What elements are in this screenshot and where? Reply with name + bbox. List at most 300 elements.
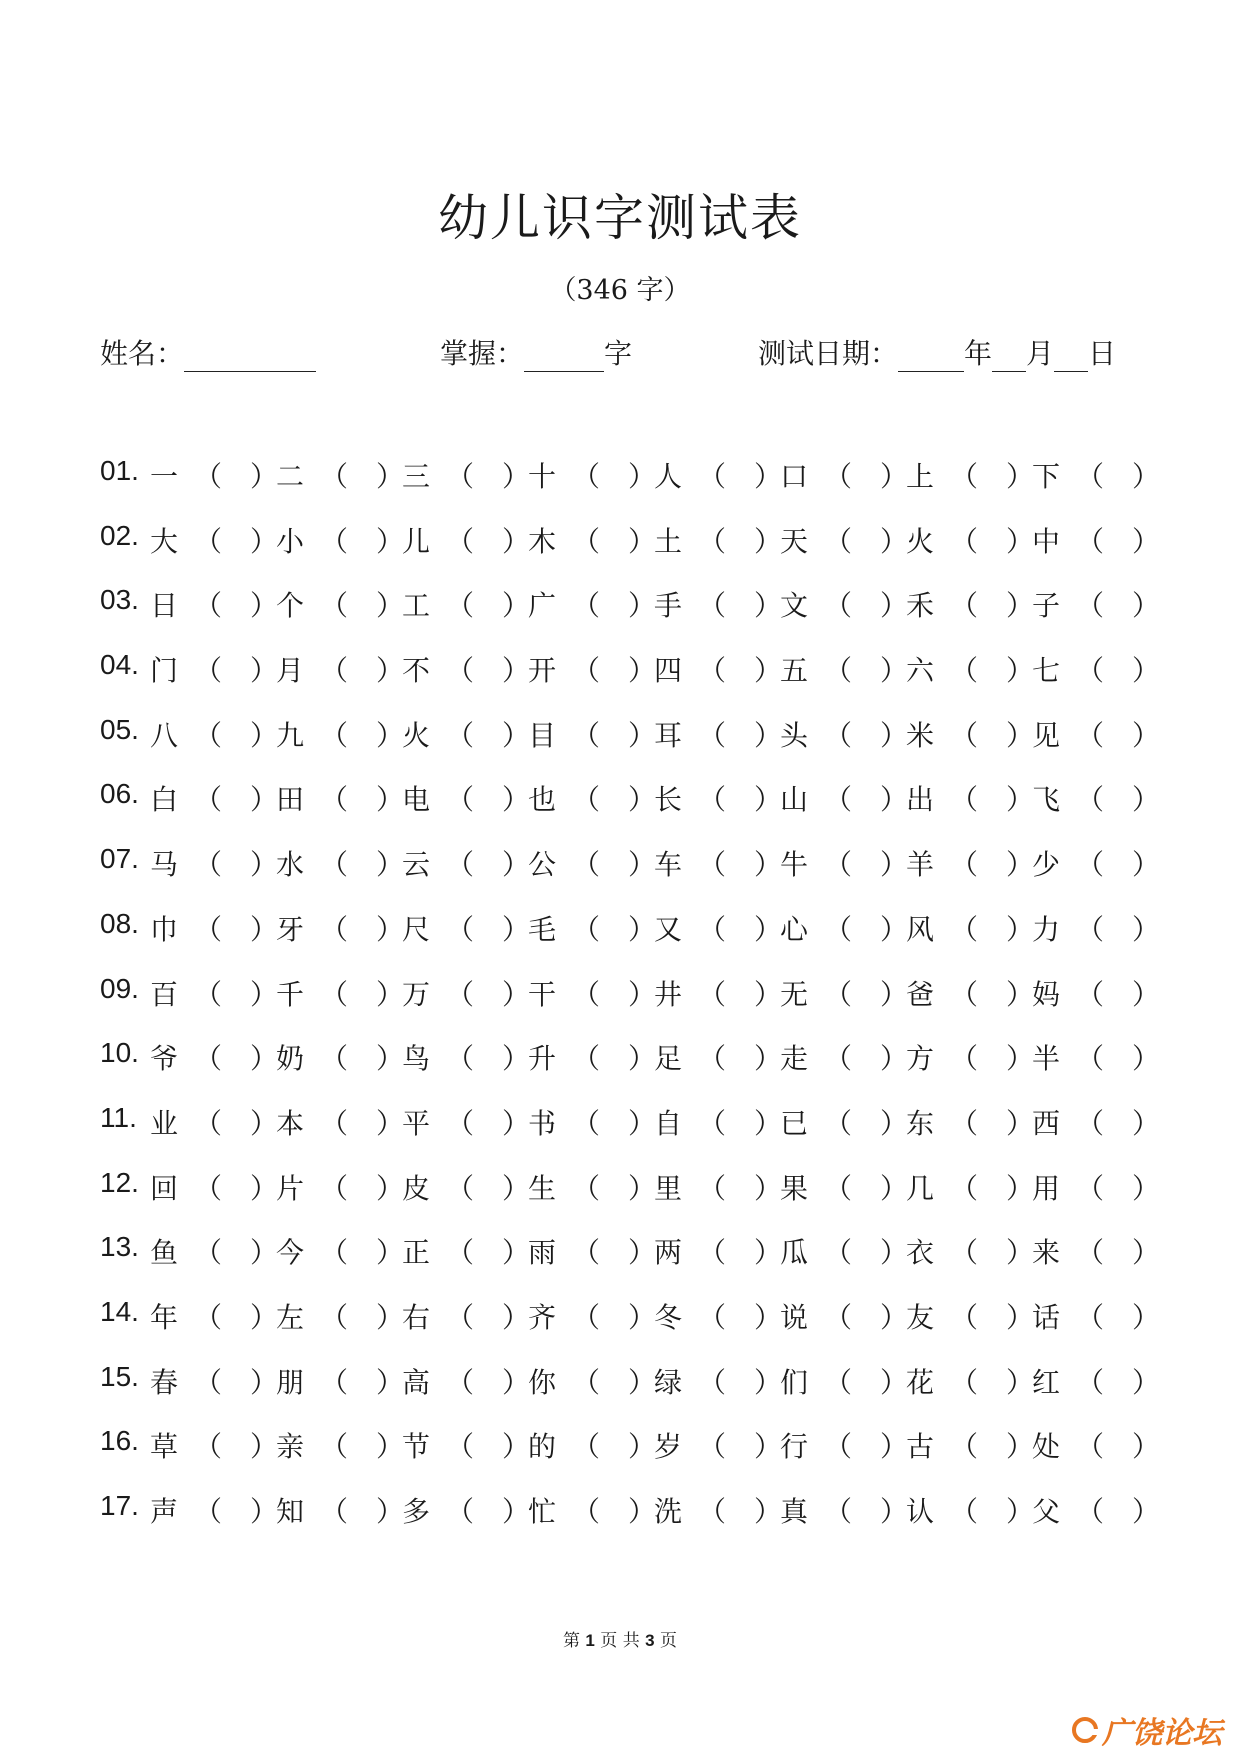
answer-paren-open: （ [824, 1430, 853, 1464]
answer-paren-open: （ [950, 460, 979, 493]
answer-paren-open: （ [824, 1495, 853, 1528]
character: 里 [654, 1171, 683, 1205]
character: 巾 [150, 912, 179, 946]
answer-paren-open: （ [446, 848, 475, 882]
answer-paren-open: （ [446, 1236, 475, 1270]
answer-paren-open: （ [1076, 460, 1105, 493]
answer-paren-close: ） [1006, 1365, 1035, 1399]
character: 右 [402, 1300, 431, 1334]
answer-paren-open: （ [446, 1300, 475, 1334]
character: 儿 [402, 524, 431, 558]
answer-paren-open: （ [1076, 1495, 1105, 1528]
answer-paren-open: （ [950, 1300, 979, 1334]
answer-paren-open: （ [950, 589, 979, 623]
answer-paren-close: ） [502, 1495, 531, 1528]
row-number: 03. [100, 584, 139, 616]
answer-paren-open: （ [320, 1430, 349, 1464]
character: 山 [780, 783, 809, 817]
answer-paren-open: （ [1076, 1171, 1105, 1205]
answer-paren-open: （ [950, 718, 979, 752]
answer-paren-close: ） [502, 589, 531, 623]
character: 红 [1032, 1365, 1061, 1399]
answer-paren-close: ） [754, 718, 783, 752]
answer-paren-close: ） [250, 1236, 279, 1270]
row-number: 11. [100, 1101, 137, 1133]
answer-paren-open: （ [320, 654, 349, 688]
answer-paren-close: ） [1006, 1042, 1035, 1076]
answer-paren-open: （ [824, 718, 853, 752]
answer-paren-open: （ [446, 1106, 475, 1140]
character: 子 [1032, 589, 1061, 623]
answer-paren-close: ） [1006, 977, 1035, 1011]
character: 云 [402, 848, 431, 882]
table-row [100, 1425, 1160, 1490]
answer-paren-open: （ [446, 1430, 475, 1464]
character: 田 [276, 783, 305, 817]
answer-paren-close: ） [880, 783, 909, 817]
character: 干 [528, 977, 557, 1011]
answer-paren-close: ） [880, 977, 909, 1011]
answer-paren-open: （ [446, 654, 475, 688]
character: 爷 [150, 1042, 179, 1076]
answer-paren-open: （ [1076, 654, 1105, 688]
character: 足 [654, 1042, 683, 1076]
answer-paren-open: （ [446, 460, 475, 493]
answer-paren-close: ） [754, 912, 783, 946]
character: 处 [1032, 1430, 1061, 1464]
answer-paren-open: （ [698, 1430, 727, 1464]
answer-paren-open: （ [698, 1236, 727, 1270]
answer-paren-open: （ [572, 718, 601, 752]
answer-paren-open: （ [824, 1171, 853, 1205]
character: 业 [150, 1106, 179, 1140]
answer-paren-open: （ [446, 912, 475, 946]
character: 日 [150, 589, 179, 623]
answer-paren-open: （ [572, 524, 601, 558]
test-date-field [758, 332, 1116, 372]
answer-paren-close: ） [880, 1236, 909, 1270]
answer-paren-open: （ [194, 977, 223, 1011]
answer-paren-open: （ [194, 1300, 223, 1334]
answer-paren-open: （ [194, 1042, 223, 1076]
answer-paren-close: ） [1132, 1042, 1161, 1076]
answer-paren-close: ） [376, 1171, 405, 1205]
answer-paren-close: ） [880, 1430, 909, 1464]
character: 七 [1032, 654, 1061, 688]
table-row [100, 455, 1160, 520]
answer-paren-close: ） [754, 524, 783, 558]
character: 爸 [906, 977, 935, 1011]
name-label: 姓名： [100, 337, 185, 370]
answer-paren-close: ） [1006, 460, 1035, 493]
answer-paren-close: ） [628, 460, 657, 493]
answer-paren-open: （ [1076, 1042, 1105, 1076]
answer-paren-close: ） [880, 654, 909, 688]
row-number: 06. [100, 778, 139, 810]
answer-paren-close: ） [376, 1236, 405, 1270]
answer-paren-open: （ [320, 1236, 349, 1270]
answer-paren-close: ） [754, 1236, 783, 1270]
answer-paren-open: （ [194, 654, 223, 688]
answer-paren-close: ） [628, 654, 657, 688]
character: 瓜 [780, 1236, 809, 1270]
character: 方 [906, 1042, 935, 1076]
page-footer [0, 1626, 1240, 1651]
row-number: 12. [100, 1166, 139, 1198]
character: 禾 [906, 589, 935, 623]
character: 上 [906, 460, 935, 493]
answer-paren-open: （ [1076, 1236, 1105, 1270]
character: 白 [150, 783, 179, 817]
answer-paren-close: ） [628, 977, 657, 1011]
answer-paren-open: （ [824, 1300, 853, 1334]
character: 洗 [654, 1495, 683, 1528]
character: 平 [402, 1106, 431, 1140]
answer-paren-open: （ [320, 1365, 349, 1399]
answer-paren-open: （ [194, 783, 223, 817]
page-subtitle: （346 字） [549, 275, 691, 306]
character: 花 [906, 1365, 935, 1399]
character: 片 [276, 1171, 305, 1205]
character: 高 [402, 1365, 431, 1399]
character: 个 [276, 589, 305, 623]
character: 工 [402, 589, 431, 623]
character: 百 [150, 977, 179, 1011]
answer-paren-open: （ [698, 1365, 727, 1399]
answer-paren-close: ） [754, 1300, 783, 1334]
answer-paren-open: （ [698, 977, 727, 1011]
watermark-logo-icon [1072, 1717, 1098, 1743]
character: 皮 [402, 1171, 431, 1205]
answer-paren-open: （ [698, 1300, 727, 1334]
answer-paren-open: （ [698, 1171, 727, 1205]
character: 千 [276, 977, 305, 1011]
table-row [100, 584, 1160, 649]
character: 开 [528, 654, 557, 688]
character: 又 [654, 912, 683, 946]
row-number: 02. [100, 519, 139, 551]
answer-paren-close: ） [628, 783, 657, 817]
answer-paren-close: ） [502, 1171, 531, 1205]
answer-paren-close: ） [1132, 654, 1161, 688]
row-number: 17. [100, 1490, 139, 1521]
row-number: 14. [100, 1295, 139, 1327]
answer-paren-open: （ [320, 1042, 349, 1076]
answer-paren-close: ） [880, 1042, 909, 1076]
answer-paren-open: （ [698, 1106, 727, 1140]
table-row [100, 1167, 1160, 1232]
answer-paren-open: （ [698, 718, 727, 752]
answer-paren-close: ） [502, 848, 531, 882]
answer-paren-close: ） [1132, 912, 1161, 946]
table-row [100, 908, 1160, 973]
answer-paren-close: ） [376, 718, 405, 752]
answer-paren-close: ） [1006, 718, 1035, 752]
answer-paren-open: （ [572, 460, 601, 493]
character: 们 [780, 1365, 809, 1399]
answer-paren-close: ） [1132, 718, 1161, 752]
answer-paren-open: （ [950, 654, 979, 688]
answer-paren-open: （ [824, 848, 853, 882]
answer-paren-open: （ [194, 1430, 223, 1464]
answer-paren-open: （ [320, 1106, 349, 1140]
answer-paren-close: ） [1006, 1300, 1035, 1334]
answer-paren-close: ） [880, 589, 909, 623]
row-number: 04. [100, 649, 139, 681]
answer-paren-open: （ [698, 1495, 727, 1528]
answer-paren-close: ） [502, 1430, 531, 1464]
answer-paren-close: ） [502, 1106, 531, 1140]
character: 的 [528, 1430, 557, 1464]
answer-paren-open: （ [950, 1236, 979, 1270]
answer-paren-close: ） [250, 589, 279, 623]
character: 不 [402, 654, 431, 688]
footer-suffix: 页 [654, 1631, 677, 1651]
answer-paren-close: ） [502, 718, 531, 752]
answer-paren-open: （ [446, 783, 475, 817]
answer-paren-open: （ [824, 589, 853, 623]
day-label: 日 [1088, 337, 1117, 370]
answer-paren-close: ） [502, 977, 531, 1011]
character: 行 [780, 1430, 809, 1464]
character: 一 [150, 460, 179, 493]
character: 年 [150, 1300, 179, 1334]
answer-paren-close: ） [1006, 848, 1035, 882]
answer-paren-close: ） [880, 912, 909, 946]
character: 火 [402, 718, 431, 752]
character: 节 [402, 1430, 431, 1464]
character: 公 [528, 848, 557, 882]
character: 十 [528, 460, 557, 493]
answer-paren-open: （ [698, 912, 727, 946]
answer-paren-open: （ [320, 1300, 349, 1334]
answer-paren-open: （ [824, 1042, 853, 1076]
answer-paren-close: ） [880, 1106, 909, 1140]
character: 回 [150, 1171, 179, 1205]
answer-paren-close: ） [628, 589, 657, 623]
character: 半 [1032, 1042, 1061, 1076]
character: 说 [780, 1300, 809, 1334]
answer-paren-close: ） [628, 1236, 657, 1270]
character: 左 [276, 1300, 305, 1334]
answer-paren-close: ） [1132, 783, 1161, 817]
answer-paren-open: （ [572, 1300, 601, 1334]
answer-paren-open: （ [320, 460, 349, 493]
character: 今 [276, 1236, 305, 1270]
character: 毛 [528, 912, 557, 946]
answer-paren-open: （ [824, 524, 853, 558]
answer-paren-open: （ [824, 783, 853, 817]
answer-paren-open: （ [824, 1106, 853, 1140]
character: 也 [528, 783, 557, 817]
character: 用 [1032, 1171, 1061, 1205]
answer-paren-close: ） [1006, 589, 1035, 623]
answer-paren-close: ） [1132, 1300, 1161, 1334]
mastered-field [440, 332, 632, 372]
character: 衣 [906, 1236, 935, 1270]
character: 出 [906, 783, 935, 817]
answer-paren-close: ） [250, 783, 279, 817]
answer-paren-close: ） [502, 1365, 531, 1399]
character: 土 [654, 524, 683, 558]
answer-paren-close: ） [1132, 1236, 1161, 1270]
character: 天 [780, 524, 809, 558]
answer-paren-close: ） [754, 783, 783, 817]
mastered-unit: 字 [604, 337, 633, 370]
answer-paren-open: （ [1076, 718, 1105, 752]
row-number: 09. [100, 972, 139, 1004]
answer-paren-close: ） [376, 1106, 405, 1140]
answer-paren-close: ） [1132, 848, 1161, 882]
character: 马 [150, 848, 179, 882]
answer-paren-close: ） [502, 654, 531, 688]
row-number: 13. [100, 1231, 139, 1263]
answer-paren-close: ） [250, 460, 279, 493]
answer-paren-close: ） [502, 1236, 531, 1270]
answer-paren-close: ） [250, 1171, 279, 1205]
character: 岁 [654, 1430, 683, 1464]
row-number: 10. [100, 1037, 139, 1069]
character: 草 [150, 1430, 179, 1464]
answer-paren-open: （ [320, 718, 349, 752]
answer-paren-close: ） [628, 1365, 657, 1399]
answer-paren-close: ） [376, 912, 405, 946]
character: 生 [528, 1171, 557, 1205]
character: 万 [402, 977, 431, 1011]
answer-paren-open: （ [572, 654, 601, 688]
answer-paren-close: ） [754, 1495, 783, 1528]
character: 木 [528, 524, 557, 558]
answer-paren-open: （ [824, 1236, 853, 1270]
answer-paren-open: （ [950, 524, 979, 558]
answer-paren-open: （ [824, 654, 853, 688]
character: 妈 [1032, 977, 1061, 1011]
character: 冬 [654, 1300, 683, 1334]
answer-paren-close: ） [1132, 1430, 1161, 1464]
answer-paren-close: ） [754, 1106, 783, 1140]
character: 声 [150, 1495, 179, 1528]
character: 无 [780, 977, 809, 1011]
year-label: 年 [964, 337, 993, 370]
answer-paren-open: （ [320, 912, 349, 946]
footer-total-pages: 3 [645, 1631, 655, 1650]
answer-paren-close: ） [754, 1042, 783, 1076]
character: 耳 [654, 718, 683, 752]
answer-paren-open: （ [194, 1365, 223, 1399]
answer-paren-open: （ [950, 1106, 979, 1140]
answer-paren-open: （ [320, 783, 349, 817]
answer-paren-close: ） [1006, 912, 1035, 946]
answer-paren-close: ） [754, 1171, 783, 1205]
answer-paren-close: ） [628, 1106, 657, 1140]
answer-paren-close: ） [1132, 1495, 1161, 1528]
answer-paren-close: ） [1006, 654, 1035, 688]
character: 忙 [528, 1495, 557, 1528]
answer-paren-close: ） [1006, 1171, 1035, 1205]
character: 小 [276, 524, 305, 558]
answer-paren-open: （ [950, 1365, 979, 1399]
answer-paren-close: ） [880, 1171, 909, 1205]
character: 火 [906, 524, 935, 558]
answer-paren-close: ） [628, 1300, 657, 1334]
day-blank [1054, 341, 1088, 372]
answer-paren-open: （ [572, 1042, 601, 1076]
answer-paren-open: （ [572, 1365, 601, 1399]
character: 井 [654, 977, 683, 1011]
answer-paren-open: （ [446, 1495, 475, 1528]
answer-paren-open: （ [950, 912, 979, 946]
answer-paren-close: ） [1132, 1171, 1161, 1205]
answer-paren-close: ） [502, 783, 531, 817]
answer-paren-close: ） [502, 1300, 531, 1334]
row-number: 08. [100, 907, 139, 939]
table-row [100, 1490, 1160, 1555]
answer-paren-open: （ [572, 589, 601, 623]
mastered-label: 掌握： [440, 337, 525, 370]
answer-paren-open: （ [1076, 783, 1105, 817]
character: 真 [780, 1495, 809, 1528]
answer-paren-close: ） [250, 718, 279, 752]
answer-paren-open: （ [698, 783, 727, 817]
answer-paren-close: ） [1132, 589, 1161, 623]
answer-paren-close: ） [1006, 1236, 1035, 1270]
answer-paren-close: ） [1132, 1365, 1161, 1399]
footer-middle: 页 共 [594, 1631, 646, 1651]
answer-paren-open: （ [698, 524, 727, 558]
answer-paren-open: （ [320, 524, 349, 558]
answer-paren-open: （ [320, 1171, 349, 1205]
character: 心 [780, 912, 809, 946]
table-row [100, 1296, 1160, 1361]
answer-paren-open: （ [194, 718, 223, 752]
character: 西 [1032, 1106, 1061, 1140]
row-number: 01. [100, 455, 139, 486]
answer-paren-open: （ [194, 1171, 223, 1205]
answer-paren-open: （ [572, 848, 601, 882]
answer-paren-close: ） [250, 524, 279, 558]
character: 正 [402, 1236, 431, 1270]
character: 水 [276, 848, 305, 882]
character: 九 [276, 718, 305, 752]
answer-paren-close: ） [628, 718, 657, 752]
answer-paren-close: ） [754, 848, 783, 882]
month-label: 月 [1026, 337, 1055, 370]
character: 六 [906, 654, 935, 688]
answer-paren-close: ） [376, 977, 405, 1011]
answer-paren-close: ） [502, 1042, 531, 1076]
row-number: 15. [100, 1360, 139, 1392]
answer-paren-open: （ [446, 1042, 475, 1076]
answer-paren-open: （ [194, 912, 223, 946]
answer-paren-open: （ [824, 912, 853, 946]
character: 奶 [276, 1042, 305, 1076]
answer-paren-open: （ [698, 848, 727, 882]
character: 知 [276, 1495, 305, 1528]
answer-paren-open: （ [194, 1236, 223, 1270]
answer-paren-close: ） [376, 848, 405, 882]
character: 本 [276, 1106, 305, 1140]
answer-paren-close: ） [376, 783, 405, 817]
row-number: 07. [100, 843, 139, 875]
answer-paren-open: （ [194, 524, 223, 558]
character: 春 [150, 1365, 179, 1399]
table-row [100, 520, 1160, 585]
answer-paren-close: ） [880, 718, 909, 752]
footer-prefix: 第 [563, 1631, 586, 1651]
character: 雨 [528, 1236, 557, 1270]
answer-paren-close: ） [628, 1495, 657, 1528]
character: 少 [1032, 848, 1061, 882]
